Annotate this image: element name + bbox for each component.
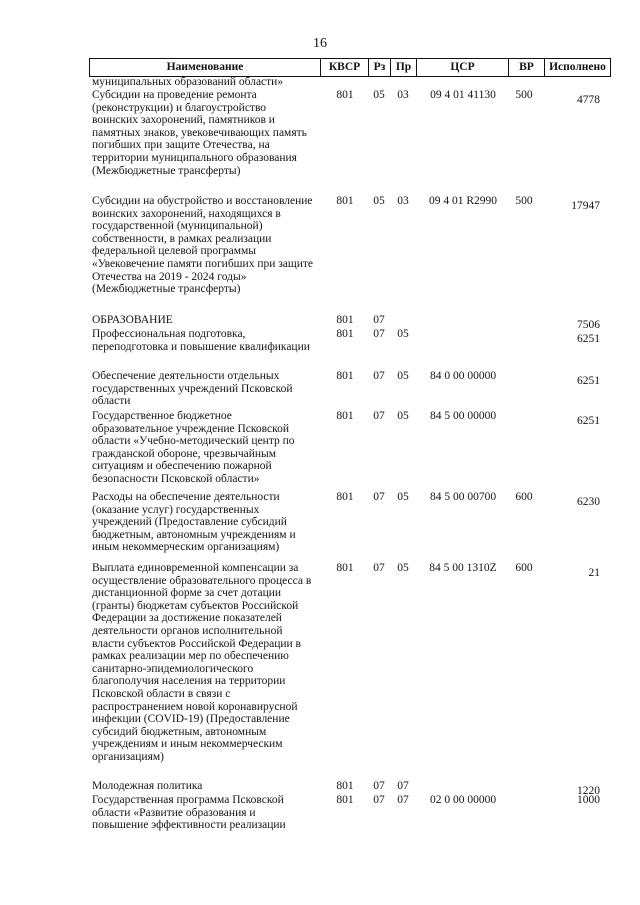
row-rz: 05 (373, 89, 385, 101)
row-csr: 84 5 00 1310Z (429, 562, 497, 574)
row-vr: 600 (515, 491, 533, 503)
row-amount: 1000 (577, 794, 600, 806)
row-kvsr: 801 (336, 562, 354, 574)
table-header (89, 58, 611, 77)
header-kvsr: КВСР (320, 58, 368, 77)
row-rz: 07 (373, 314, 385, 326)
row-name: Молодежная политика (92, 780, 203, 792)
row-name: Профессиональная подготовка, переподготовка и повышение квалификации (92, 328, 310, 353)
row-name: Выплата единовременной компенсации за осуществление образовательного процесса в дистанционной форме за счет дотации (гранты) бюджетам субъектов Российской Федерации за достижение показателей деятельности органов исполнительной власти субъектов Российской Федерации в рамках реализации мер по обеспечению санитарно-эпидемиологического благополучия населения на территории Псковской области в связи с распространением новой коронавирусной инфекции (COVID-19) (Предоставление субсидий бюджетным, автономным учреждениям и иным некоммерческим организациям) (92, 562, 312, 763)
row-kvsr: 801 (336, 410, 354, 422)
row-kvsr: 801 (336, 794, 354, 806)
row-name: Расходы на обеспечение деятельности (оказание услуг) государственных учреждений (Предоставление субсидий бюджетным, автономным учреждениям и иным некоммерческим организациям) (92, 491, 296, 554)
row-rz: 07 (373, 491, 385, 503)
row-amount: 17947 (571, 200, 600, 212)
row-kvsr: 801 (336, 491, 354, 503)
row-amount: 6230 (577, 496, 600, 508)
row-amount: 6251 (577, 333, 600, 345)
row-pr: 07 (397, 794, 409, 806)
row-name: ОБРАЗОВАНИЕ (92, 314, 173, 326)
header-csr: ЦСР (416, 58, 508, 77)
row-pr: 03 (397, 195, 409, 207)
row-pr: 03 (397, 89, 409, 101)
row-amount: 1220 (577, 785, 600, 797)
row-amount: 21 (588, 567, 600, 579)
row-kvsr: 801 (336, 89, 354, 101)
row-name: Субсидии на обустройство и восстановление воинских захоронений, находящихся в государственной (муниципальной) собственности, в рамках реализации федеральной целевой программы «Увековечение памяти погибших при защите Отечества на 2019 - 2024 годы» (Межбюджетные трансферты) (92, 195, 314, 296)
header-amount: Исполнено (544, 58, 611, 77)
row-kvsr: 801 (336, 328, 354, 340)
row-pr: 07 (397, 780, 409, 792)
row-kvsr: 801 (336, 195, 354, 207)
row-kvsr: 801 (336, 314, 354, 326)
row-rz: 07 (373, 780, 385, 792)
row-name: Государственное бюджетное образовательное учреждение Псковской области «Учебно-методический центр по гражданской обороне, чрезвычайным ситуациям и обеспечению пожарной безопасности Псковской области» (92, 410, 295, 485)
header-name: Наименование (89, 58, 320, 77)
row-kvsr: 801 (336, 780, 354, 792)
row-csr: 02 0 00 00000 (429, 794, 497, 806)
row-pr: 05 (397, 410, 409, 422)
row-csr: 09 4 01 41130 (430, 89, 496, 101)
row-pr: 05 (397, 370, 409, 382)
row-name: Субсидии на проведение ремонта (реконструкции) и благоустройство воинских захоронений, памятников и памятных знаков, увековечивающих память погибших при защите Отечества, на территории муниципального образования (Межбюджетные трансферты) (92, 89, 307, 177)
header-rz: Рз (368, 58, 390, 77)
row-csr: 09 4 01 R2990 (428, 195, 498, 207)
row-vr: 600 (515, 562, 533, 574)
row-name: Государственная программа Псковской области «Развитие образования и повышение эффективности реализации (92, 794, 286, 832)
row-amount: 6251 (577, 415, 600, 427)
row-vr: 500 (515, 195, 533, 207)
row-rz: 07 (373, 370, 385, 382)
row-amount: 4778 (577, 94, 600, 106)
row-amount: 7506 (577, 319, 600, 331)
header-pr: Пр (390, 58, 416, 77)
row-amount: 6251 (577, 375, 600, 387)
row-rz: 07 (373, 794, 385, 806)
row-name: Обеспечение деятельности отдельных государственных учреждений Псковской области (92, 370, 293, 408)
row-rz: 07 (373, 562, 385, 574)
row-pr: 05 (397, 562, 409, 574)
row-pr: 05 (397, 328, 409, 340)
row-csr: 84 5 00 00700 (429, 491, 497, 503)
row-name: муниципальных образований области» (92, 76, 284, 88)
row-rz: 05 (373, 195, 385, 207)
header-vr: ВР (508, 58, 544, 77)
row-vr: 500 (515, 89, 533, 101)
row-csr: 84 5 00 00000 (429, 410, 497, 422)
row-csr: 84 0 00 00000 (429, 370, 497, 382)
row-pr: 05 (397, 491, 409, 503)
row-kvsr: 801 (336, 370, 354, 382)
row-rz: 07 (373, 410, 385, 422)
page-number: 16 (313, 36, 327, 51)
row-rz: 07 (373, 328, 385, 340)
